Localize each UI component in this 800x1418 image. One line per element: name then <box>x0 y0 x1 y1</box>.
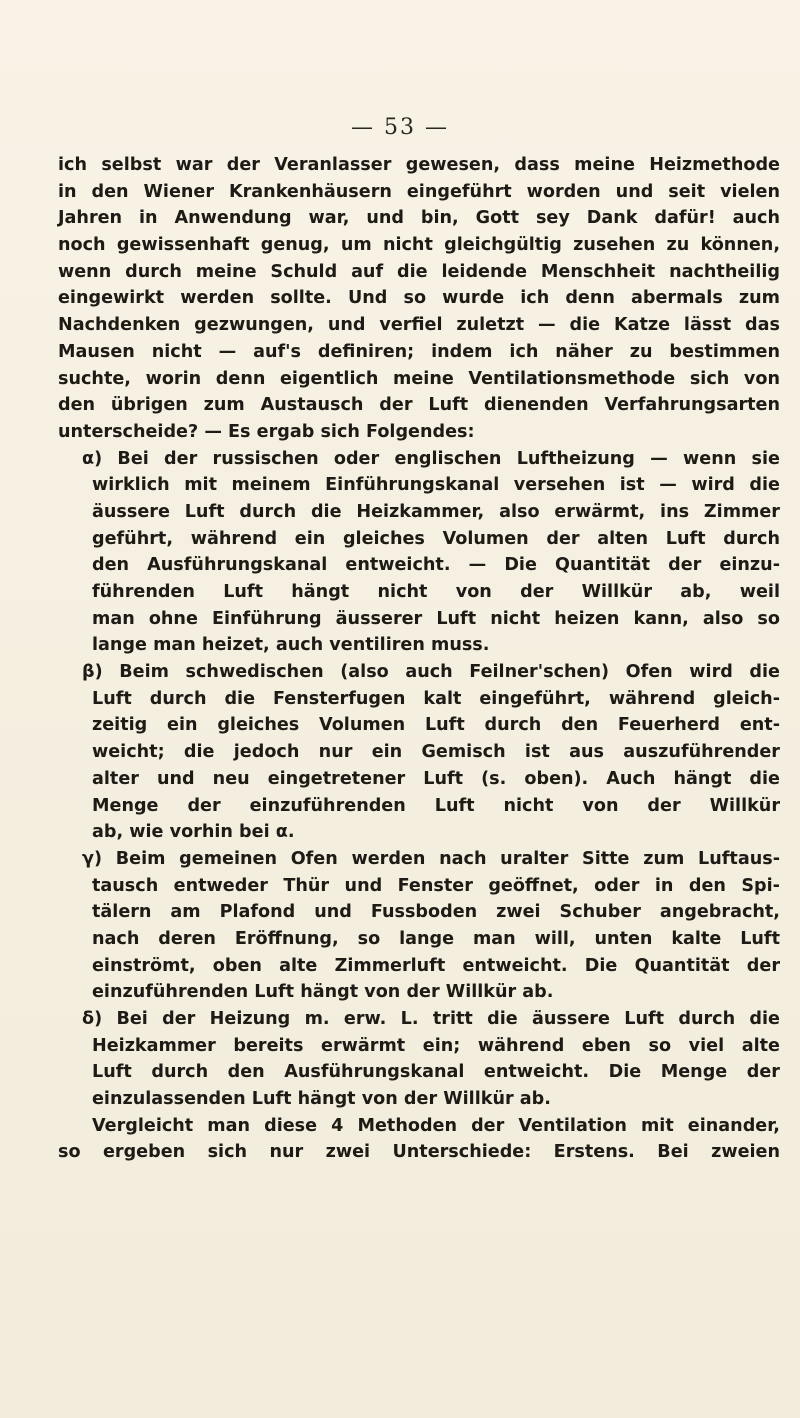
text-line: man ohne Einführung äusserer Luft nicht heizen kann, also so <box>92 608 780 629</box>
text-line: ab, wie vorhin bei α. <box>92 822 295 843</box>
text-line: ich selbst war der Veranlasser gewesen, dass meine Heizmethode <box>58 155 780 175</box>
page-number: — 53 — <box>351 115 449 140</box>
text-line: so ergeben sich nur zwei Unterschiede: Erstens. Bei zweien <box>58 1142 780 1163</box>
text-line: Vergleicht man diese 4 Methoden der Ventilation mit einander, <box>92 1115 780 1136</box>
text-line: Mausen nicht — auf's definiren; indem ich näher zu bestimmen <box>58 341 780 362</box>
text-line: wirklich mit meinem Einführungskanal versehen ist — wird die <box>92 475 780 496</box>
text-line: zeitig ein gleiches Volumen Luft durch den Feuerherd ent- <box>92 715 780 736</box>
list-item-alpha: α) Bei der russischen oder englischen Luftheizung — wenn sie <box>82 448 780 469</box>
text-line: führenden Luft hängt nicht von der Willkür ab, weil <box>92 582 780 602</box>
text-line: den Ausführungskanal entweicht. — Die Quantität der einzu- <box>92 555 780 576</box>
list-item-gamma: γ) Beim gemeinen Ofen werden nach uralter Sitte zum Luftaus- <box>82 848 780 869</box>
text-line: lange man heizet, auch ventiliren muss. <box>92 635 490 656</box>
text-line: Jahren in Anwendung war, und bin, Gott sey Dank dafür! auch <box>58 208 780 229</box>
text-line: noch gewissenhaft genug, um nicht gleichgültig zusehen zu können, <box>58 235 780 256</box>
text-line: einzulassenden Luft hängt von der Willkür ab. <box>92 1089 551 1110</box>
text-line: den übrigen zum Austausch der Luft dienenden Verfahrungsarten <box>58 395 780 416</box>
text-line: Menge der einzuführenden Luft nicht von der Willkür <box>92 795 780 816</box>
text-line: unterscheide? — Es ergab sich Folgendes: <box>58 421 475 442</box>
text-line: in den Wiener Krankenhäusern eingeführt worden und seit vielen <box>58 181 780 202</box>
text-line: wenn durch meine Schuld auf die leidende Menschheit nachtheilig <box>58 261 780 282</box>
list-item-delta: δ) Bei der Heizung m. erw. L. tritt die äussere Luft durch die <box>82 1009 780 1029</box>
text-line: nach deren Eröffnung, so lange man will, unten kalte Luft <box>92 928 780 949</box>
text-line: tausch entweder Thür und Fenster geöffnet, oder in den Spi- <box>92 875 780 896</box>
text-line: einzuführenden Luft hängt von der Willkür ab. <box>92 982 554 1003</box>
text-line: tälern am Plafond und Fussboden zwei Schuber angebracht, <box>92 902 780 923</box>
text-line: einströmt, oben alte Zimmerluft entweicht. Die Quantität der <box>92 955 780 976</box>
body-text <box>58 152 780 1166</box>
text-line: Heizkammer bereits erwärmt ein; während eben so viel alte <box>92 1035 780 1056</box>
text-line: äussere Luft durch die Heizkammer, also erwärmt, ins Zimmer <box>92 501 780 522</box>
text-line: geführt, während ein gleiches Volumen der alten Luft durch <box>92 528 780 549</box>
text-line: suchte, worin denn eigentlich meine Ventilationsmethode sich von <box>58 368 780 389</box>
text-line: weicht; die jedoch nur ein Gemisch ist aus auszuführender <box>92 742 780 763</box>
text-line: alter und neu eingetretener Luft (s. oben). Auch hängt die <box>92 768 780 789</box>
text-line: Luft durch die Fensterfugen kalt eingeführt, während gleich- <box>92 688 780 709</box>
list-item-beta: β) Beim schwedischen (also auch Feilner'schen) Ofen wird die <box>82 662 780 683</box>
text-line: Nachdenken gezwungen, und verfiel zuletzt — die Katze lässt das <box>58 315 780 336</box>
text-line: Luft durch den Ausführungskanal entweicht. Die Menge der <box>92 1062 780 1083</box>
text-line: eingewirkt werden sollte. Und so wurde ich denn abermals zum <box>58 288 780 309</box>
